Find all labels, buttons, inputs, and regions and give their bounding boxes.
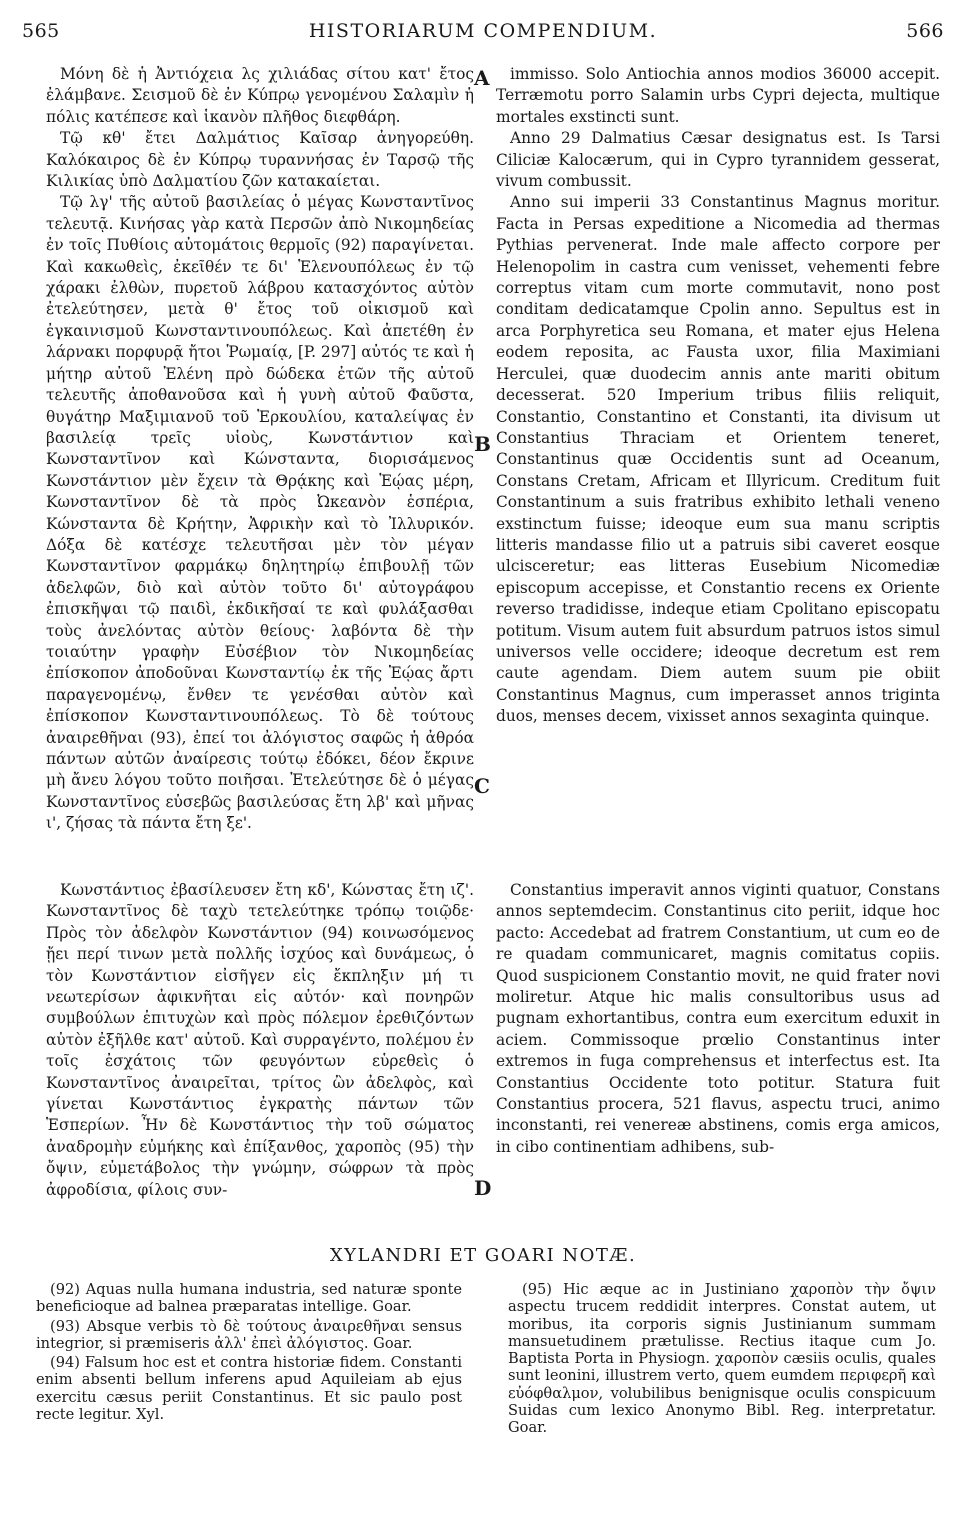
latin-paragraph: Anno sui imperii 33 Constantinus Magnus moritur. Facta in Persas expeditione a Nicomedia ad thermas Pythias pervenerat. Inde male affecto corpore per Helenopolim in castra cum venisset, vehementi febre correptus vitam cum morte commutavit, nono post conditam dedicatamque Cpolin anno. Sepultus est in arca Porphyretica seu Romana, et mater ejus Helena eodem reposita, ac Fausta uxor, filia Maximiani Herculei, quæ duodecim annis ante mariti obitum decesserat. 520 Imperium tribus filiis reliquit, Constantio, Constantino et Constanti, ita divisum ut Constantius Thraciam et Orientem teneret, Constantinus quæ Occidentis sunt ad Oceanum, Constans Cretam, Africam et Illyricum. Creditum fuit Constantinum a suis fratribus exhibito lethali veneno exstinctum fuisse; ideoque eum sua manu scriptis litteris mandasse filio ut a patruis sibi caveret eosque ulcisceretur; eas litteras Eusebium Nicomediæ episcopum accepisse, et Constantio recens ex Oriente reverso tradidisse, indeque etiam Cpolitano episcopatu potitum. Visum autem fuit absurdum patruos istos simul universos velle occidere; ideoque decretum est rem caute agendam. Diem autem suum pie obiit Constantinus Magnus, cum imperasset annos triginta duos, menses decem, vixisset annos sexaginta quinque. [496, 193, 940, 726]
running-title: HISTORIARUM COMPENDIUM. [308, 20, 658, 42]
margin-marker-c: C [474, 774, 490, 798]
greek-paragraph: Κωνστάντιος ἐβασίλευσεν ἔτη κδ', Κώνστας ἔτη ιζ'. Κωνσταντῖνος δὲ ταχὺ τετελεύτηκε τρόπῳ τοιῷδε· Πρὸς τὸν ἀδελφὸν Κωνστάντιον (94) κοινωσόμενος ᾔει περί τινων μετὰ πολλῆς ἰσχύος καὶ δυνάμεως, ὁ τὸν Κωνστάντιον εἰσῆγεν εἰς ἔκπληξιν μή τι νεωτερίσων ἀφικνῆται εἰς αὐτόν· καὶ πονηρῶν συμβούλων ἐπιτυχὼν καὶ πρὸς πόλεμον ἐρεθιζόντων αὐτὸν ἐξῆλθε κατ' αὐτοῦ. Καὶ συρραγέντο, πολέμου ἐν τοῖς ἐσχάτοις τῶν φευγόντων εὑρεθεὶς ὁ Κωνσταντῖνος ἀναιρεῖται, τρίτος ὢν ἀδελφὸς, καὶ γίνεται Κωνστάντιος ἐγκρατὴς πάντων τῶν Ἑσπερίων. Ἦν δὲ Κωνστάντιος τὴν τοῦ σώματος ἀναδρομὴν εὐμήκης καὶ ἐπίξανθος, χαροπὸς (95) τὴν ὄψιν, εὐμετάβολος τὴν γνώμην, σώφρων τὰ πρὸς ἀφροδίσια, φίλοις συν- [46, 881, 474, 1199]
notes-heading: XYLANDRI ET GOARI NOTÆ. [329, 1245, 637, 1266]
margin-marker-a: A [474, 66, 490, 90]
running-header [22, 20, 944, 46]
margin-marker-d: D [474, 1176, 492, 1200]
latin-paragraph: Constantius imperavit annos viginti quatuor, Constans annos septemdecim. Constantinus cito periit, idque hoc pacto: Accedebat ad fratrem Constantium, ut cum eo de re quadam communicaret, magnis comitatus copiis. Quod suspicionem Constantio movit, ne quid frater novi moliretur. Atque hic malis consultoribus usus ad pugnam exhortantibus, contra eum exercitum eduxit in aciem. Commissoque prœlio Constantinus inter extremos in fuga comprehensus et interfectus est. Ita Constantius Occidente toto potitur. Statura fuit Constantius procera, 521 flavus, aspectu truci, animo inconstanti, rei venereæ abstinens, comis erga amicos, in cibo continentiam adhibens, sub- [496, 881, 940, 1156]
greek-paragraph: Τῷ λγ' τῆς αὐτοῦ βασιλείας ὁ μέγας Κωνσταντῖνος τελευτᾷ. Κινήσας γὰρ κατὰ Περσῶν ἀπὸ Νικομηδείας ἐν τοῖς Πυθίοις αὐτομάτοις θερμοῖς (92) παραγίνεται. Καὶ κακωθεὶς, ἐκεῖθέν τε δι' Ἑλενουπόλεως ἐν τῷ χάρακι ἐλθὼν, πυρετοῦ λάβρου κατασχόντος αὐτὸν ἐτελεύτησεν, μετὰ θ' ἔτος τοῦ οἰκισμοῦ καὶ ἐγκαινισμοῦ Κωνσταντινουπόλεως. Καὶ ἀπετέθη ἐν λάρνακι πορφυρᾷ ἤτοι Ῥωμαίᾳ, [P. 297] αὐτός τε καὶ ἡ μήτηρ αὐτοῦ Ἑλένη πρὸ δώδεκα ἐτῶν τῆς αὐτοῦ τελευτῆς ἀποθανοῦσα καὶ ἡ γυνὴ αὐτοῦ Φαῦστα, θυγάτηρ Μαξιμιανοῦ τοῦ Ἑρκουλίου, καταλείψας ἐν βασιλείᾳ τρεῖς υἱοὺς, Κωνστάντιον καὶ Κωνσταντῖνον καὶ Κώνσταντα, διορισάμενος Κωνστάντιον μὲν ἔχειν τὰ Θρᾴκης καὶ Ἑῴας μέρη, Κωνσταντῖνον δὲ τὰ πρὸς Ὠκεανὸν ἑσπέρια, Κώνσταντα δὲ Κρήτην, Ἀφρικὴν καὶ τὸ Ἰλλυρικόν. Δόξα δὲ κατέσχε τελευτῆσαι μὲν τὸν μέγαν Κωνσταντῖνον φαρμάκῳ δηλητηρίῳ ἐπιβουλῇ τῶν ἀδελφῶν, διὸ καὶ αὐτὸν τοῦτο δι' αὐτογράφου ἐπισκῆψαι τῷ παιδὶ, ἐκδικῆσαί τε καὶ φυλάξασθαι τοὺς ἀνελόντας αὐτὸν θείους· λαβόντα δὲ τὴν τοιαύτην γραφὴν Εὐσέβιον τὸν Νικομηδείας ἐπίσκοπον ἀποδοῦναι Κωνσταντίῳ ἐκ τῆς Ἑῴας ἄρτι παραγενομένῳ, ἔνθεν τε γενέσθαι αὐτὸν καὶ ἐπίσκοπον Κωνσταντινουπόλεως. Τὸ δὲ τούτους ἀναιρεθῆναι (93), ἐπεί τοι ἀλόγιστος σαφῶς ἡ ἀθρόα πάντων αὐτῶν ἀναίρεσις τούτῳ ἐδόκει, δέον ἔκρινε μὴ ἄνευ λόγου τοῦτο ποιῆσαι. Ἐτελεύτησε δὲ ὁ μέγας Κωνσταντῖνος εὐσεβῶς βασιλεύσας ἔτη λβ' καὶ μῆνας ι', ζήσας τὰ πάντα ἔτη ξε'. [46, 193, 474, 833]
footnote: (92) Aquas nulla humana industria, sed naturæ sponte beneficioque ad balnea præparatas intellige. Goar. [36, 1281, 462, 1316]
latin-paragraph: immisso. Solo Antiochia annos modios 36000 accepit. Terræmotu porro Salamin urbs Cypri dejecta, multique mortales exstincti sunt. [496, 65, 940, 126]
notes-column-right [508, 1281, 936, 1439]
footnote: (93) Absque verbis τὸ δὲ τούτους ἀναιρεθῆναι sensus integrior, si præmiseris ἀλλ' ἐπεὶ ἀλόγιστος. Goar. [36, 1317, 462, 1352]
greek-text-column-lower [46, 880, 474, 1201]
latin-paragraph: Anno 29 Dalmatius Cæsar designatus est. Is Tarsi Ciliciæ Kalocærum, qui in Cypro tyrannidem gesserat, vivum combussit. [496, 129, 940, 191]
page-number-right: 566 [906, 20, 944, 42]
page-number-left: 565 [22, 20, 60, 42]
notes-column-left [36, 1281, 462, 1425]
footnote: (95) Hic æque ac in Justiniano χαροπὸν τὴν ὄψιν aspectu trucem reddidit interpres. Constat autem, ut moribus, ita corporis signis Justinianum summam mansuetudinem prætulisse. Rectius itaque cum Jo. Baptista Porta in Physiogn. χαροπὸν cæsiis oculis, quales sunt leonini, illustrem verto, quem eumdem περιφερῆ καὶ εὐόφθαλμον, volubilibus benignisque oculis conspicuum Suidas cum lexico Anonymo Bibl. Reg. interpretatur. Goar. [508, 1281, 936, 1437]
latin-text-column-lower [496, 880, 940, 1158]
greek-paragraph: Μόνη δὲ ἡ Ἀντιόχεια λς χιλιάδας σίτου κατ' ἔτος ἐλάμβανε. Σεισμοῦ δὲ ἐν Κύπρῳ γενομένου Σαλαμὶν ἡ πόλις κατέπεσε καὶ ἱκανὸν πλῆθος διεφθάρη. [46, 65, 474, 126]
margin-marker-b: B [474, 432, 491, 456]
greek-paragraph: Τῷ κθ' ἔτει Δαλμάτιος Καῖσαρ ἀνηγορεύθη. Καλόκαιρος δὲ ἐν Κύπρῳ τυραννήσας ἐν Ταρσῷ τῆς Κιλικίας ὑπὸ Δαλματίου ζῶν κατακαίεται. [46, 129, 474, 191]
latin-text-column-upper [496, 64, 940, 728]
footnote: (94) Falsum hoc est et contra historiæ fidem. Constanti enim absenti bellum inferens apud Aquileiam ab ejus exercitu cæsus periit Constantinus. Et sic paulo post recte legitur. Xyl. [36, 1354, 462, 1424]
greek-text-column-upper [46, 64, 474, 835]
